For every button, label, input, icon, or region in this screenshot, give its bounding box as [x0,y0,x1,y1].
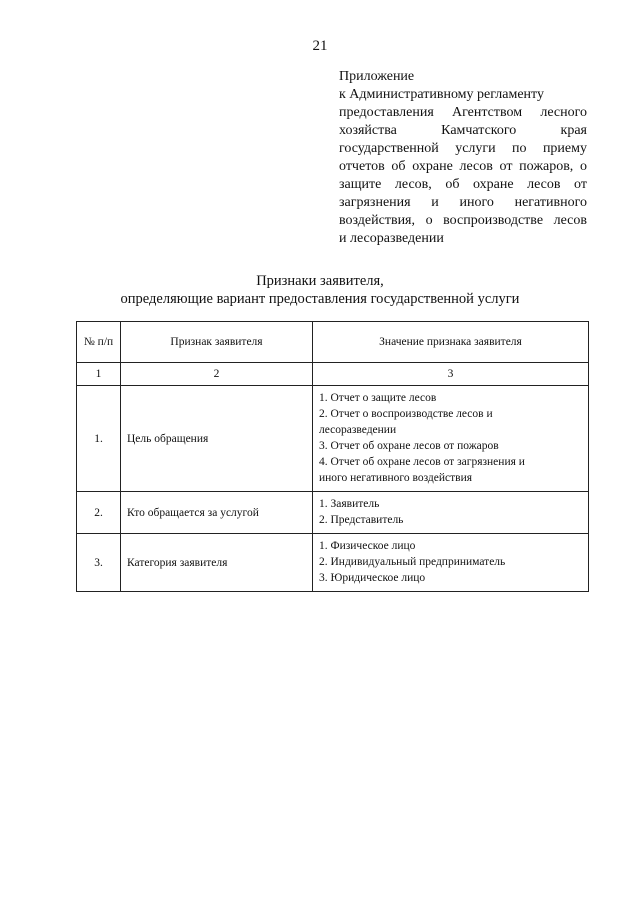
table-row [77,386,589,492]
row-number: 2. [77,492,121,534]
table-title-line: Признаки заявителя, [256,273,384,289]
row-values [313,534,589,592]
appendix-line: государственной услуги по приему [339,141,587,156]
column-number: 2 [121,363,313,386]
appendix-line: отчетов об охране лесов от пожаров, о [339,159,587,174]
appendix-line: Приложение [339,69,415,84]
row-sign: Кто обращается за услугой [121,492,313,534]
row-values [313,386,589,492]
header-value: Значение признака заявителя [313,322,589,363]
header-number: № п/п [77,322,121,363]
appendix-line: защите лесов, об охране лесов от [339,177,587,192]
value-item: лесоразведении [319,424,397,436]
column-number: 3 [313,363,589,386]
appendix-line: воздействия, о воспроизводстве лесов [339,213,587,228]
value-item: 1. Заявитель [319,498,380,510]
value-item: 3. Юридическое лицо [319,572,426,584]
value-item: 1. Физическое лицо [319,540,416,552]
appendix-line: и лесоразведении [339,231,444,246]
table-row [77,492,589,534]
table-header-row [77,322,589,363]
appendix-line: к Административному регламенту [339,87,544,102]
appendix-line: предоставления Агентством лесного [339,105,587,120]
table-row [77,534,589,592]
table-title-line: определяющие вариант предоставления государственной услуги [120,291,520,307]
value-item: 1. Отчет о защите лесов [319,392,437,404]
row-sign: Цель обращения [121,386,313,492]
appendix-line: хозяйства Камчатского края [339,123,587,138]
appendix-line: загрязнения и иного негативного [339,195,587,210]
header-sign: Признак заявителя [121,322,313,363]
column-number: 1 [77,363,121,386]
column-number-row [77,363,589,386]
page-number: 21 [312,38,328,54]
row-values [313,492,589,534]
appendix-note [339,68,587,248]
value-item: иного негативного воздействия [319,472,473,484]
value-item: 2. Отчет о воспроизводстве лесов и [319,408,493,420]
table-title [0,272,640,308]
value-item: 3. Отчет об охране лесов от пожаров [319,440,499,452]
value-item: 2. Представитель [319,514,404,526]
row-number: 1. [77,386,121,492]
value-item: 2. Индивидуальный предприниматель [319,556,506,568]
applicant-signs-table [76,321,589,592]
row-number: 3. [77,534,121,592]
row-sign: Категория заявителя [121,534,313,592]
value-item: 4. Отчет об охране лесов от загрязнения и [319,456,525,468]
